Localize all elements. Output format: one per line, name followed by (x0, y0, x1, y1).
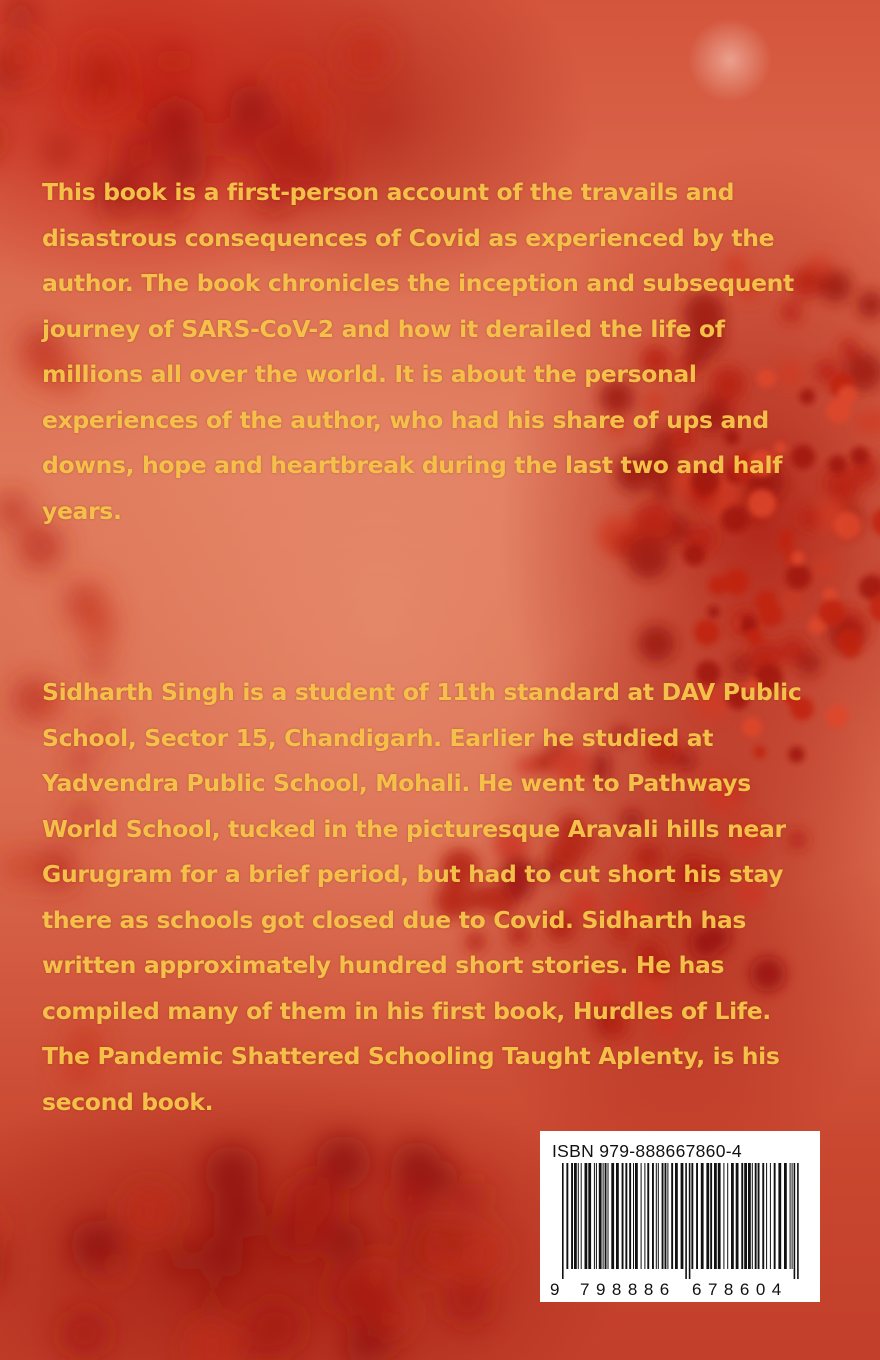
virus-spike-blob (392, 1141, 442, 1191)
barcode-bar (784, 1163, 787, 1269)
barcode-bar (736, 1163, 739, 1269)
virus-spike-blob (67, 591, 90, 614)
virus-spike-blob (823, 588, 837, 602)
barcode-bar (710, 1163, 712, 1269)
author-bio: Sidharth Singh is a student of 11th standard at DAV Public School, Sector 15, Chandigarh. Earlier he studied at Yadvendra Public School, Mohali. He went to Pathways World School, tucked in the picturesque Aravali hills near Gurugram for a brief period, but had to cut short his stay there as schools got closed due to Covid. Sidharth has written approximately hundred short stories. He has compiled many of them in his first book, Hurdles of Life. The Pandemic Shattered Schooling Taught Aplenty, is his second book. (42, 678, 802, 1116)
virus-spike-blob (3, 852, 32, 881)
barcode-bar (671, 1163, 673, 1269)
virus-spike-blob (683, 543, 705, 565)
virus-spike-blob (694, 620, 720, 646)
barcode-bar (596, 1163, 597, 1269)
barcode-bar (755, 1163, 757, 1269)
barcode-bar (652, 1163, 654, 1269)
barcode-bar (578, 1163, 579, 1269)
virus-spike-blob (286, 1174, 340, 1228)
barcode-bar (622, 1163, 624, 1269)
barcode-bar (611, 1163, 614, 1269)
barcode-bar (616, 1163, 619, 1269)
virus-spike-blob (819, 270, 852, 303)
barcode-digits-left: 798886 (580, 1280, 676, 1299)
barcode-bar (766, 1163, 767, 1269)
virus-spike-blob (455, 1184, 484, 1213)
virus-spike-blob (125, 1187, 174, 1236)
virus-spike-blob (783, 593, 802, 612)
barcode-bar (629, 1163, 631, 1269)
virus-spike-blob (230, 85, 273, 128)
barcode-bar (731, 1163, 734, 1269)
virus-spike-blob (872, 508, 880, 537)
barcode-bar (667, 1163, 668, 1269)
barcode-bar (794, 1163, 796, 1279)
virus-spike-blob (444, 1277, 492, 1325)
virus-spike-blob (344, 33, 388, 77)
barcode-bar (658, 1163, 659, 1269)
isbn-barcode (540, 1131, 820, 1302)
virus-spike-blob (791, 551, 805, 565)
barcode-bar (727, 1163, 728, 1269)
barcode-digits-right: 678604 (692, 1280, 788, 1299)
virus-spike-blob (0, 119, 2, 160)
virus-spike-blob (828, 455, 847, 474)
barcode-bar (603, 1163, 604, 1269)
barcode-bar (599, 1163, 602, 1269)
barcode-bar (625, 1163, 627, 1269)
virus-spike-blob (79, 61, 112, 94)
virus-spike-blob (162, 48, 187, 73)
virus-spike-blob (818, 599, 844, 625)
virus-spike-blob (214, 1190, 263, 1239)
virus-spike-blob (815, 557, 836, 578)
barcode-bar (792, 1163, 793, 1269)
barcode-bar (641, 1163, 642, 1269)
virus-spike-blob (163, 107, 186, 130)
virus-spike-blob (80, 609, 117, 646)
virus-spike-blob (71, 1220, 123, 1272)
barcode-bar (566, 1163, 568, 1269)
barcode-bar (689, 1163, 691, 1279)
virus-spike-blob (707, 606, 719, 618)
barcode-digit-lead: 9 (550, 1280, 560, 1299)
book-description: This book is a first-person account of the travails and disastrous consequences of Covid as experienced by the author. The book chronicles the inception and subsequent journey of SARS-CoV-2 and how it derailed the life of millions all over the world. It is about the personal experiences of the author, who had his share of ups and downs, hope and heartbreak during the last two and half years. (42, 178, 794, 525)
virus-spike-blob (279, 112, 306, 139)
virus-spike-blob (834, 512, 862, 540)
virus-spike-blob (747, 629, 763, 645)
barcode-bar (696, 1163, 698, 1269)
isbn-label: ISBN 979-888667860-4 (552, 1141, 742, 1161)
barcode-bar (681, 1163, 684, 1269)
barcode-bar (685, 1163, 687, 1279)
barcode-bar (790, 1163, 791, 1269)
barcode-bar (647, 1163, 649, 1269)
barcode-bar (656, 1163, 657, 1269)
barcode-bar (633, 1163, 634, 1269)
virus-spike-blob (117, 131, 161, 175)
barcode-bar (797, 1163, 799, 1279)
barcode-bar (665, 1163, 667, 1269)
barcode-bar (770, 1163, 771, 1269)
virus-spike-blob (836, 629, 862, 655)
barcode-bar (662, 1163, 664, 1269)
virus-spike-blob (166, 1249, 193, 1276)
virus-spike-blob (47, 141, 70, 164)
virus-spike-blob (61, 1310, 109, 1358)
virus-spike-blob (638, 625, 676, 663)
barcode-bar (752, 1163, 753, 1269)
barcode-bar (574, 1163, 577, 1269)
virus-spike-blob (186, 1323, 236, 1360)
barcode-bar (588, 1163, 591, 1269)
virus-spike-blob (0, 493, 29, 527)
barcode-bar (774, 1163, 776, 1269)
virus-spike-blob (214, 122, 248, 156)
virus-spike-blob (269, 1222, 294, 1247)
virus-spike-blob (786, 564, 811, 589)
virus-spike-blob (390, 1184, 426, 1220)
barcode-bar (585, 1163, 588, 1269)
virus-spike-blob (723, 569, 749, 595)
barcode-bar (778, 1163, 781, 1269)
barcode-bar (644, 1163, 645, 1269)
barcode-bar (594, 1163, 595, 1269)
virus-spike-blob (201, 1235, 244, 1278)
virus-spike-blob (241, 1332, 268, 1359)
virus-spike-blob (857, 291, 880, 319)
virus-spike-blob (7, 0, 34, 27)
barcode-bar (635, 1163, 638, 1269)
virus-spike-blob (0, 1243, 2, 1285)
virus-spike-blob (275, 66, 309, 100)
virus-spike-blob (347, 1277, 396, 1326)
barcode-bar (762, 1163, 764, 1269)
virus-spike-blob (759, 603, 783, 627)
barcode-bar (723, 1163, 724, 1269)
virus-spike-blob (200, 1286, 224, 1310)
barcode-bar (605, 1163, 607, 1269)
barcode-bars (550, 1163, 810, 1279)
virus-spike-blob (325, 1222, 365, 1262)
barcode-bar (675, 1163, 678, 1269)
barcode-bar (758, 1163, 760, 1269)
barcode-bar (748, 1163, 751, 1269)
barcode-bar (608, 1163, 609, 1269)
virus-spike-blob (440, 1229, 465, 1254)
barcode-bar (741, 1163, 743, 1269)
barcode-bar (562, 1163, 564, 1279)
barcode-bar (714, 1163, 717, 1269)
virus-spike-blob (709, 576, 728, 595)
virus-spike-blob (627, 536, 670, 579)
barcode-bar (706, 1163, 709, 1269)
virus-spike-blob (838, 386, 857, 405)
barcode-bar (691, 1163, 693, 1269)
virus-spike-blob (826, 705, 848, 727)
virus-spike-blob (851, 447, 869, 465)
barcode-bar (701, 1163, 704, 1269)
barcode-bar (744, 1163, 747, 1269)
barcode-bar (718, 1163, 721, 1269)
barcode-bar (571, 1163, 573, 1269)
barcode-bar (581, 1163, 582, 1269)
